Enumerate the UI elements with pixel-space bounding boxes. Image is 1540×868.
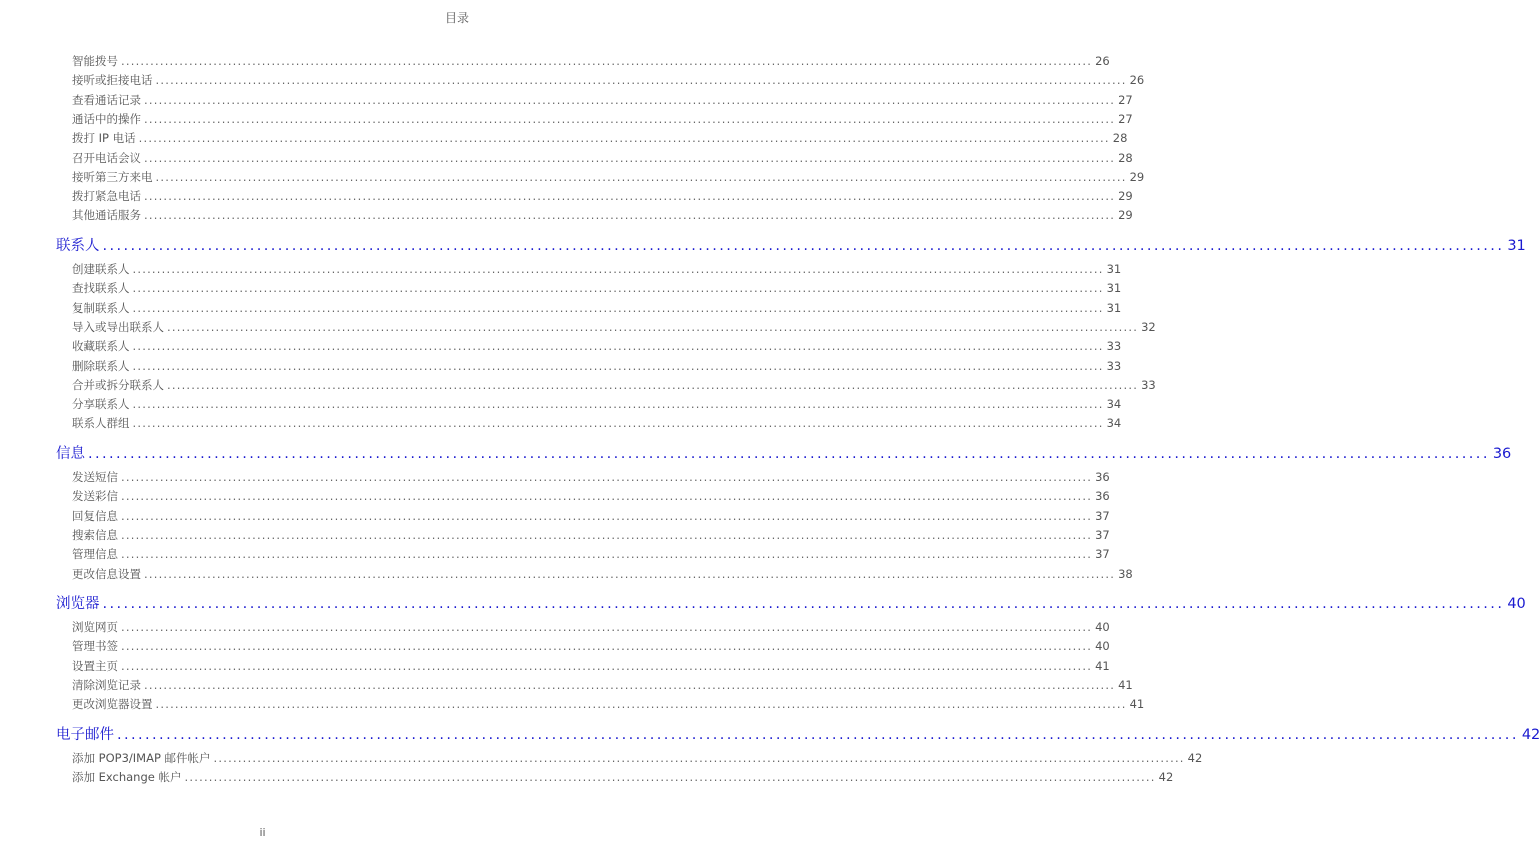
toc-entry-page: 26: [1129, 73, 1145, 88]
dot-leader: ........................................................................................................................................................................................................: [155, 73, 1127, 88]
toc-entry-title: 浏览网页: [72, 620, 118, 635]
dot-leader: ........................................................................................................................................................................................................: [213, 750, 1185, 765]
toc-entry-title: 发送短信: [72, 470, 118, 484]
dot-leader: ........................................................................................................................................................................................................: [155, 169, 1127, 184]
toc-section-entry[interactable]: [56, 725, 1540, 745]
toc-entry[interactable]: [72, 638, 1110, 654]
toc-entry[interactable]: [72, 469, 1110, 485]
toc-entry-title: 拨打 IP 电话: [72, 131, 136, 146]
toc-entry-title: 其他通话服务: [72, 208, 141, 223]
toc-entry-title: 拨打紧急电话: [72, 189, 141, 204]
toc-entry-page: 40: [1095, 620, 1110, 635]
toc-entry-page: 40: [1507, 595, 1526, 612]
toc-entry[interactable]: [72, 488, 1110, 504]
dot-leader: ........................................................................................................................................................................................................: [132, 281, 1104, 296]
dot-leader: ........................................................................................................................................................................................................: [121, 470, 1093, 484]
dot-leader: ........................................................................................................................................................................................................: [184, 770, 1156, 785]
toc-entry-page: 31: [1106, 262, 1122, 276]
toc-entry[interactable]: [72, 280, 1122, 296]
toc-entry-title: 查看通话记录: [72, 92, 141, 107]
toc-entry[interactable]: [72, 566, 1133, 582]
toc-entry-page: 26: [1095, 54, 1110, 68]
toc-entry-title: 添加 POP3/IMAP 邮件帐户: [72, 750, 211, 765]
toc-entry-page: 27: [1118, 111, 1133, 126]
toc-entry-title: 复制联系人: [72, 300, 130, 315]
toc-entry-title: 接听第三方来电: [72, 169, 153, 184]
toc-entry-title: 创建联系人: [72, 262, 130, 276]
toc-entry-page: 41: [1118, 678, 1133, 692]
dot-leader: ........................................................................................................................................................................................................: [117, 726, 1519, 743]
toc-entry-page: 41: [1095, 658, 1110, 673]
dot-leader: ........................................................................................................................................................................................................: [144, 150, 1116, 165]
toc-entry-page: 37: [1095, 527, 1110, 542]
dot-leader: ........................................................................................................................................................................................................: [102, 237, 1505, 254]
dot-leader: ........................................................................................................................................................................................................: [121, 547, 1093, 562]
running-header: 目录: [444, 11, 469, 25]
toc-entry-title: 联系人: [56, 237, 100, 254]
toc-section-entry[interactable]: [56, 594, 1526, 614]
dot-leader: ........................................................................................................................................................................................................: [138, 131, 1110, 146]
toc-entry-title: 智能拨号: [72, 54, 118, 68]
dot-leader: ........................................................................................................................................................................................................: [121, 489, 1093, 504]
toc-entry-page: 42: [1521, 726, 1540, 743]
toc-entry-title: 更改信息设置: [72, 566, 141, 581]
dot-leader: ........................................................................................................................................................................................................: [144, 566, 1116, 581]
toc-entry[interactable]: [72, 92, 1133, 108]
toc-entry-title: 更改浏览器设置: [72, 697, 153, 712]
toc-entry[interactable]: [72, 546, 1110, 562]
toc-entry-title: 合并或拆分联系人: [72, 377, 164, 392]
toc-entry-page: 36: [1095, 489, 1110, 504]
toc-entry-page: 34: [1106, 397, 1122, 412]
toc-entry-page: 29: [1118, 189, 1133, 204]
page-number: ii: [259, 826, 266, 839]
toc-entry-page: 32: [1141, 319, 1156, 334]
toc-entry-page: 33: [1106, 339, 1122, 354]
dot-leader: ........................................................................................................................................................................................................: [121, 527, 1093, 542]
toc-entry-page: 29: [1118, 208, 1133, 223]
dot-leader: ........................................................................................................................................................................................................: [132, 358, 1104, 373]
toc-entry[interactable]: [72, 619, 1110, 635]
toc-entry[interactable]: [72, 207, 1133, 223]
toc-entry[interactable]: [72, 261, 1122, 277]
toc-entry[interactable]: [72, 130, 1128, 146]
toc-entry[interactable]: [72, 188, 1133, 204]
toc-entry-title: 电子邮件: [56, 726, 114, 743]
dot-leader: ........................................................................................................................................................................................................: [167, 319, 1139, 334]
toc-entry-title: 分享联系人: [72, 397, 130, 412]
toc-entry-page: 28: [1118, 150, 1133, 165]
toc-entry-page: 36: [1492, 445, 1512, 462]
dot-leader: ........................................................................................................................................................................................................: [144, 678, 1116, 692]
toc-entry[interactable]: [72, 111, 1133, 127]
dot-leader: ........................................................................................................................................................................................................: [144, 208, 1116, 223]
toc-entry-title: 导入或导出联系人: [72, 319, 164, 334]
toc-section-entry[interactable]: [56, 444, 1512, 464]
toc-entry[interactable]: [72, 319, 1156, 335]
toc-entry-title: 通话中的操作: [72, 111, 141, 126]
toc-entry[interactable]: [72, 508, 1110, 524]
toc-entry[interactable]: [72, 769, 1174, 785]
toc-entry[interactable]: [72, 658, 1110, 674]
toc-entry-page: 33: [1141, 377, 1156, 392]
toc-entry-page: 27: [1118, 92, 1133, 107]
toc-entry-title: 搜索信息: [72, 527, 118, 542]
dot-leader: ........................................................................................................................................................................................................: [132, 416, 1104, 431]
toc-entry-title: 接听或拒接电话: [72, 73, 153, 88]
toc-entry[interactable]: [72, 677, 1133, 693]
toc-entry[interactable]: [72, 750, 1203, 766]
toc-entry[interactable]: [72, 377, 1156, 393]
toc-entry[interactable]: [72, 396, 1122, 412]
dot-leader: ........................................................................................................................................................................................................: [121, 639, 1093, 654]
dot-leader: ........................................................................................................................................................................................................: [155, 697, 1127, 712]
toc-entry[interactable]: [72, 169, 1145, 185]
toc-entry-title: 删除联系人: [72, 358, 130, 373]
toc-entry-page: 34: [1106, 416, 1122, 431]
toc-entry-title: 信息: [56, 445, 85, 462]
toc-entry-title: 浏览器: [56, 595, 100, 612]
toc-entry-title: 设置主页: [72, 658, 118, 673]
dot-leader: ........................................................................................................................................................................................................: [132, 300, 1104, 315]
toc-entry-page: 29: [1129, 169, 1145, 184]
toc-entry[interactable]: [72, 696, 1145, 712]
toc-entry[interactable]: [72, 358, 1122, 374]
dot-leader: ........................................................................................................................................................................................................: [132, 262, 1104, 276]
toc-entry-page: 41: [1129, 697, 1145, 712]
toc-entry[interactable]: [72, 527, 1110, 543]
toc-entry-title: 收藏联系人: [72, 339, 130, 354]
toc-entry[interactable]: [72, 150, 1133, 166]
dot-leader: ........................................................................................................................................................................................................: [121, 658, 1093, 673]
toc-entry[interactable]: [72, 53, 1110, 69]
dot-leader: ........................................................................................................................................................................................................: [121, 620, 1093, 635]
toc-entry-title: 管理书签: [72, 639, 118, 654]
toc-entry-page: 42: [1158, 770, 1174, 785]
dot-leader: ........................................................................................................................................................................................................: [88, 445, 1490, 462]
toc-entry-title: 召开电话会议: [72, 150, 141, 165]
toc-entry-title: 添加 Exchange 帐户: [72, 770, 182, 785]
toc-entry-title: 清除浏览记录: [72, 678, 141, 692]
toc-entry-title: 查找联系人: [72, 281, 130, 296]
toc-entry-page: 31: [1106, 300, 1122, 315]
toc-entry-page: 37: [1095, 508, 1110, 523]
toc-entry-page: 37: [1095, 547, 1110, 562]
dot-leader: ........................................................................................................................................................................................................: [132, 397, 1104, 412]
dot-leader: ........................................................................................................................................................................................................: [102, 595, 1505, 612]
toc-entry-title: 回复信息: [72, 508, 118, 523]
toc-entry[interactable]: [72, 72, 1145, 88]
toc-entry-page: 40: [1095, 639, 1110, 654]
toc-entry-title: 管理信息: [72, 547, 118, 562]
toc-entry-page: 33: [1106, 358, 1122, 373]
toc-entry-page: 36: [1095, 470, 1110, 484]
dot-leader: ........................................................................................................................................................................................................: [144, 92, 1116, 107]
toc-entry-title: 联系人群组: [72, 416, 130, 431]
toc-entry-page: 28: [1112, 131, 1128, 146]
dot-leader: ........................................................................................................................................................................................................: [121, 508, 1093, 523]
toc-entry[interactable]: [72, 415, 1122, 431]
dot-leader: ........................................................................................................................................................................................................: [121, 54, 1093, 68]
dot-leader: ........................................................................................................................................................................................................: [132, 339, 1104, 354]
toc-entry[interactable]: [72, 300, 1122, 316]
dot-leader: ........................................................................................................................................................................................................: [144, 111, 1116, 126]
toc-entry-page: 31: [1106, 281, 1122, 296]
toc-section-entry[interactable]: [56, 236, 1526, 256]
dot-leader: ........................................................................................................................................................................................................: [144, 189, 1116, 204]
toc-entry-page: 31: [1507, 237, 1526, 254]
toc-entry[interactable]: [72, 338, 1122, 354]
toc-entry-title: 发送彩信: [72, 489, 118, 504]
dot-leader: ........................................................................................................................................................................................................: [167, 377, 1139, 392]
toc-entry-page: 38: [1118, 566, 1133, 581]
toc-entry-page: 42: [1187, 750, 1203, 765]
